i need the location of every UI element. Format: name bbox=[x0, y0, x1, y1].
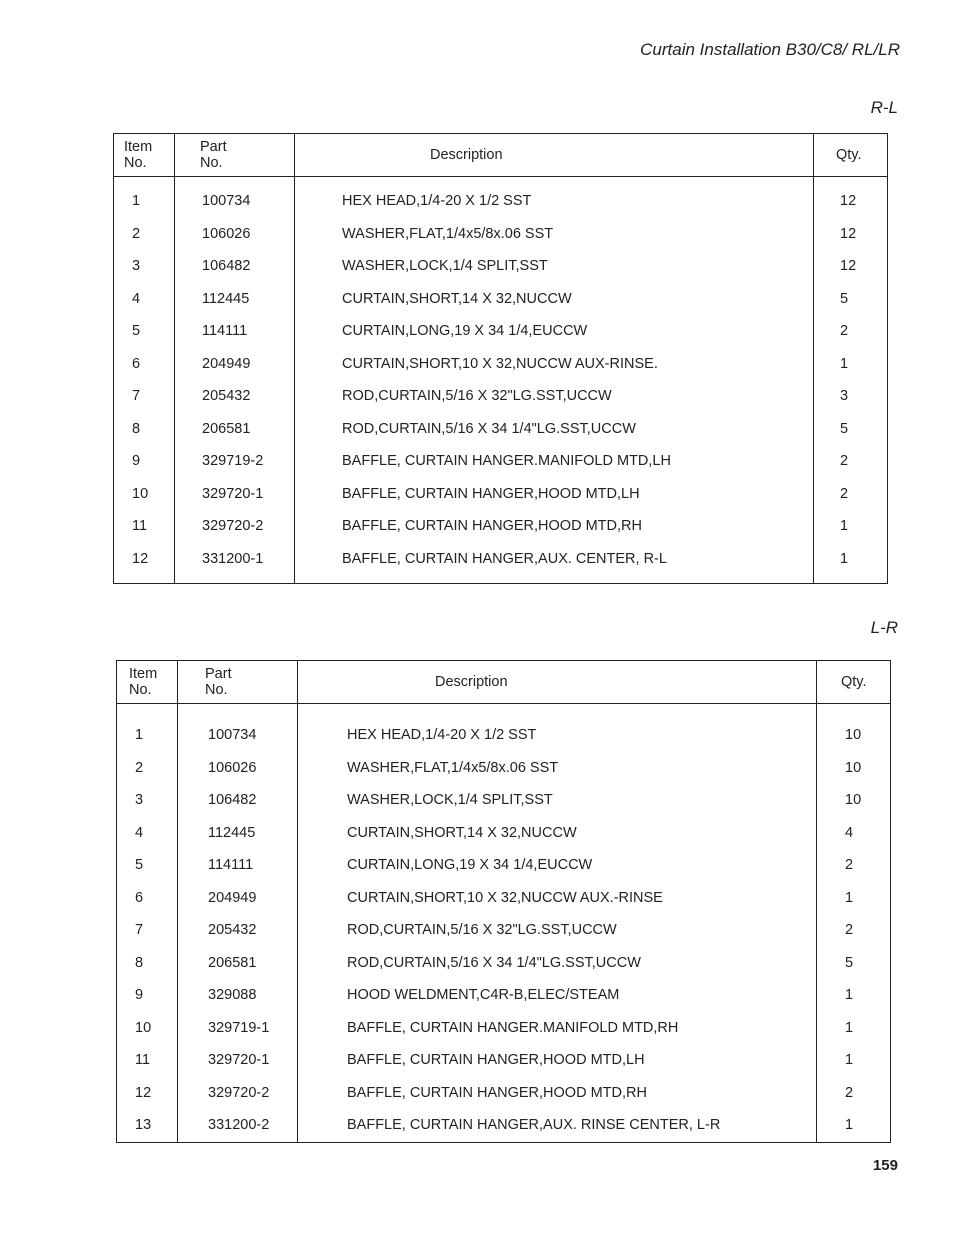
quantity: 1 bbox=[840, 518, 849, 534]
table-row bbox=[114, 258, 887, 291]
table-row bbox=[114, 226, 887, 259]
part-description: CURTAIN,SHORT,14 X 32,NUCCW bbox=[342, 290, 572, 307]
item-number: 9 bbox=[132, 453, 141, 469]
quantity: 1 bbox=[840, 550, 849, 567]
part-description: WASHER,FLAT,1/4x5/8x.06 SST bbox=[347, 759, 559, 776]
quantity: 1 bbox=[845, 1117, 854, 1133]
part-number: 329719-1 bbox=[208, 1019, 270, 1036]
item-number: 2 bbox=[132, 225, 141, 242]
part-description: HOOD WELDMENT,C4R-B,ELEC/STEAM bbox=[347, 987, 620, 1003]
part-description: BAFFLE, CURTAIN HANGER.MANIFOLD MTD,RH bbox=[347, 1019, 679, 1036]
part-number: 205432 bbox=[208, 922, 257, 938]
part-number: 206581 bbox=[202, 420, 251, 437]
item-number: 4 bbox=[135, 824, 144, 841]
item-number: 5 bbox=[132, 323, 141, 339]
item-number: 2 bbox=[135, 759, 144, 776]
part-description: CURTAIN,LONG,19 X 34 1/4,EUCCW bbox=[347, 857, 593, 873]
quantity: 5 bbox=[845, 954, 854, 971]
quantity: 1 bbox=[845, 1019, 854, 1036]
quantity: 12 bbox=[840, 193, 857, 209]
part-number: 329088 bbox=[208, 987, 257, 1003]
part-number: 329720-1 bbox=[208, 1052, 270, 1068]
item-number: 13 bbox=[135, 1117, 152, 1133]
table-row bbox=[114, 193, 887, 226]
part-number: 329720-2 bbox=[208, 1084, 270, 1101]
quantity: 1 bbox=[845, 987, 854, 1003]
quantity: 4 bbox=[845, 824, 854, 841]
header-item-line1: Item bbox=[129, 666, 158, 682]
part-number: 331200-2 bbox=[208, 1117, 270, 1133]
quantity: 3 bbox=[840, 388, 849, 404]
quantity: 5 bbox=[840, 420, 849, 437]
item-number: 6 bbox=[135, 889, 144, 906]
quantity: 1 bbox=[840, 355, 849, 372]
part-description: ROD,CURTAIN,5/16 X 32"LG.SST,UCCW bbox=[347, 922, 617, 938]
quantity: 10 bbox=[845, 759, 862, 776]
part-number: 204949 bbox=[202, 355, 251, 372]
part-description: BAFFLE, CURTAIN HANGER.MANIFOLD MTD,LH bbox=[342, 453, 671, 469]
part-description: ROD,CURTAIN,5/16 X 32"LG.SST,UCCW bbox=[342, 388, 612, 404]
table-row bbox=[117, 1117, 890, 1150]
page-number: 159 bbox=[872, 1157, 898, 1174]
item-number: 11 bbox=[132, 518, 148, 534]
quantity: 5 bbox=[840, 290, 849, 307]
header-item-line1: Item bbox=[124, 139, 153, 155]
item-number: 3 bbox=[135, 792, 144, 808]
part-number: 114111 bbox=[208, 857, 254, 873]
header-part-line1: Part bbox=[200, 139, 227, 155]
quantity: 10 bbox=[845, 792, 862, 808]
header-part-line1: Part bbox=[205, 666, 232, 682]
table-row bbox=[114, 453, 887, 486]
part-number: 331200-1 bbox=[202, 550, 264, 567]
table-row bbox=[117, 760, 890, 793]
table-row bbox=[117, 727, 890, 760]
item-number: 12 bbox=[132, 550, 149, 567]
part-description: BAFFLE, CURTAIN HANGER,HOOD MTD,LH bbox=[342, 485, 640, 502]
part-number: 205432 bbox=[202, 388, 251, 404]
section-label-rl: R-L bbox=[870, 98, 898, 117]
part-number: 100734 bbox=[202, 193, 251, 209]
section-label-lr: L-R bbox=[870, 618, 898, 637]
item-number: 12 bbox=[135, 1084, 152, 1101]
table-row bbox=[117, 1085, 890, 1118]
table-row bbox=[114, 551, 887, 584]
parts-table-lr bbox=[116, 660, 891, 1143]
header-divider bbox=[117, 703, 890, 704]
part-description: HEX HEAD,1/4-20 X 1/2 SST bbox=[342, 193, 532, 209]
part-description: BAFFLE, CURTAIN HANGER,AUX. RINSE CENTER, L-R bbox=[347, 1117, 721, 1133]
item-number: 5 bbox=[135, 857, 144, 873]
header-description: Description bbox=[435, 674, 508, 690]
table-row bbox=[117, 1020, 890, 1053]
item-number: 3 bbox=[132, 258, 141, 274]
quantity: 2 bbox=[840, 485, 849, 502]
item-number: 8 bbox=[135, 954, 144, 971]
item-number: 7 bbox=[135, 922, 144, 938]
quantity: 2 bbox=[840, 453, 849, 469]
header-item-line2: No. bbox=[124, 155, 147, 171]
item-number: 6 bbox=[132, 355, 141, 372]
part-number: 100734 bbox=[208, 727, 257, 743]
table-row bbox=[114, 356, 887, 389]
item-number: 8 bbox=[132, 420, 141, 437]
quantity: 1 bbox=[845, 889, 854, 906]
part-description: CURTAIN,SHORT,14 X 32,NUCCW bbox=[347, 824, 577, 841]
part-number: 204949 bbox=[208, 889, 257, 906]
table-row bbox=[114, 421, 887, 454]
part-description: BAFFLE, CURTAIN HANGER,HOOD MTD,LH bbox=[347, 1052, 645, 1068]
part-description: CURTAIN,SHORT,10 X 32,NUCCW AUX.-RINSE bbox=[347, 889, 663, 906]
quantity: 1 bbox=[845, 1052, 854, 1068]
quantity: 2 bbox=[840, 323, 849, 339]
part-number: 329719-2 bbox=[202, 453, 264, 469]
table-row bbox=[117, 955, 890, 988]
part-description: CURTAIN,SHORT,10 X 32,NUCCW AUX-RINSE. bbox=[342, 355, 658, 372]
part-description: ROD,CURTAIN,5/16 X 34 1/4"LG.SST,UCCW bbox=[342, 420, 636, 437]
table-row bbox=[117, 987, 890, 1020]
item-number: 11 bbox=[135, 1052, 151, 1068]
item-number: 1 bbox=[132, 193, 141, 209]
quantity: 2 bbox=[845, 1084, 854, 1101]
table-row bbox=[117, 825, 890, 858]
table-row bbox=[114, 518, 887, 551]
page-header-title: Curtain Installation B30/C8/ RL/LR bbox=[640, 40, 900, 59]
table-row bbox=[117, 857, 890, 890]
quantity: 2 bbox=[845, 857, 854, 873]
header-divider bbox=[114, 176, 887, 177]
part-description: ROD,CURTAIN,5/16 X 34 1/4"LG.SST,UCCW bbox=[347, 954, 641, 971]
quantity: 12 bbox=[840, 258, 857, 274]
part-description: WASHER,LOCK,1/4 SPLIT,SST bbox=[347, 792, 553, 808]
part-description: BAFFLE, CURTAIN HANGER,HOOD MTD,RH bbox=[347, 1084, 647, 1101]
quantity: 2 bbox=[845, 922, 854, 938]
table-row bbox=[117, 792, 890, 825]
table-row bbox=[117, 890, 890, 923]
part-description: HEX HEAD,1/4-20 X 1/2 SST bbox=[347, 727, 537, 743]
part-description: CURTAIN,LONG,19 X 34 1/4,EUCCW bbox=[342, 323, 588, 339]
item-number: 10 bbox=[135, 1019, 152, 1036]
part-description: WASHER,FLAT,1/4x5/8x.06 SST bbox=[342, 225, 554, 242]
item-number: 1 bbox=[135, 727, 144, 743]
part-number: 106482 bbox=[202, 258, 251, 274]
part-description: BAFFLE, CURTAIN HANGER,AUX. CENTER, R-L bbox=[342, 550, 667, 567]
quantity: 12 bbox=[840, 225, 857, 242]
header-description: Description bbox=[430, 147, 503, 163]
header-part-line2: No. bbox=[200, 155, 223, 171]
table-row bbox=[114, 486, 887, 519]
table-row bbox=[114, 388, 887, 421]
part-number: 329720-1 bbox=[202, 485, 264, 502]
part-number: 112445 bbox=[202, 290, 250, 307]
item-number: 9 bbox=[135, 987, 144, 1003]
part-description: WASHER,LOCK,1/4 SPLIT,SST bbox=[342, 258, 548, 274]
part-number: 329720-2 bbox=[202, 518, 264, 534]
parts-table-rl bbox=[113, 133, 888, 584]
part-number: 114111 bbox=[202, 323, 248, 339]
header-qty: Qty. bbox=[836, 147, 862, 163]
table-row bbox=[114, 323, 887, 356]
table-row bbox=[117, 1052, 890, 1085]
table-row bbox=[117, 922, 890, 955]
part-number: 206581 bbox=[208, 954, 257, 971]
part-number: 106026 bbox=[208, 759, 257, 776]
quantity: 10 bbox=[845, 727, 862, 743]
header-part-line2: No. bbox=[205, 682, 228, 698]
header-qty: Qty. bbox=[841, 674, 867, 690]
header-item-line2: No. bbox=[129, 682, 152, 698]
item-number: 10 bbox=[132, 485, 149, 502]
item-number: 4 bbox=[132, 290, 141, 307]
part-description: BAFFLE, CURTAIN HANGER,HOOD MTD,RH bbox=[342, 518, 642, 534]
part-number: 106026 bbox=[202, 225, 251, 242]
part-number: 106482 bbox=[208, 792, 257, 808]
part-number: 112445 bbox=[208, 824, 256, 841]
table-row bbox=[114, 291, 887, 324]
item-number: 7 bbox=[132, 388, 141, 404]
